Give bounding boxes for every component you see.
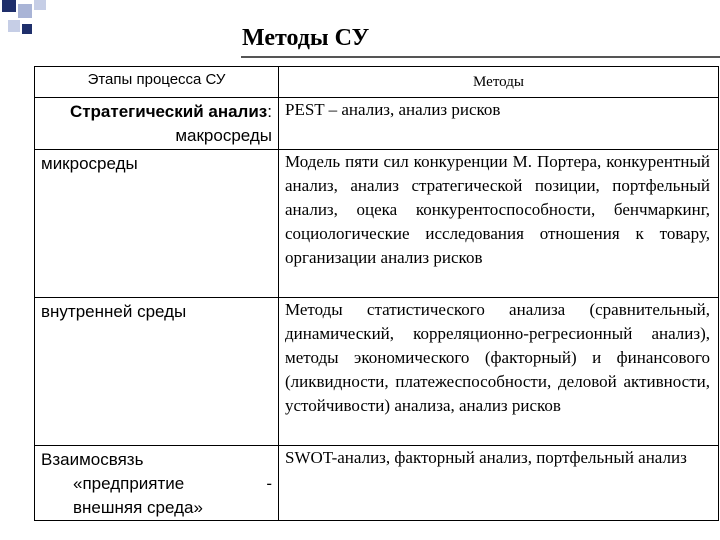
stage-relationship-enterprise: «предприятие [73,474,185,493]
table-row [35,446,719,521]
stage-internal: внутренней среды [35,298,279,446]
table-row [35,298,719,446]
decor-square-2 [18,4,32,18]
stage-micro: микросреды [35,150,279,298]
header-methods: Методы [279,67,719,98]
methods-micro: Модель пяти сил конкуренции М. Портера, конкурентный анализ, анализ стратегической позиции, портфельный анализ, оцека конкурентоспособности, бенчмаркинг, социологические исследования отношения к товару, организации анализ рисков [279,150,719,298]
table-row [35,98,719,150]
header-stages: Этапы процесса СУ [35,67,279,98]
stage-relationship [35,446,279,521]
stage-relationship-line2 [41,472,272,496]
stage-strategic-macro [35,98,279,150]
stage-relationship-line3: внешняя среда» [73,498,203,517]
methods-relationship: SWOT-анализ, факторный анализ, портфельный анализ [279,446,719,521]
table-header-row [35,67,719,98]
decor-square-3 [34,0,46,10]
stage-relationship-line1: Взаимосвязь [41,450,144,469]
methods-macro: PEST – анализ, анализ рисков [279,98,719,150]
decor-square-5 [22,24,32,34]
page-title: Методы СУ [242,25,370,51]
decor-square-1 [2,0,16,12]
decor-square-4 [8,20,20,32]
stage-strategic-label: Стратегический анализ [69,102,268,121]
methods-table [34,66,719,521]
methods-internal: Методы статистического анализа (сравнительный, динамический, корреляционно-регресионный анализ), методы экономического (факторный) и финансового (ликвидности, платежеспособности, деловой активности, устойчивости) анализа, анализ рисков [279,298,719,446]
title-underline [241,56,720,58]
table-row [35,150,719,298]
stage-relationship-dash: - [266,474,272,493]
corner-decoration [0,0,60,40]
stage-macro-label: : макросреды [175,102,272,145]
